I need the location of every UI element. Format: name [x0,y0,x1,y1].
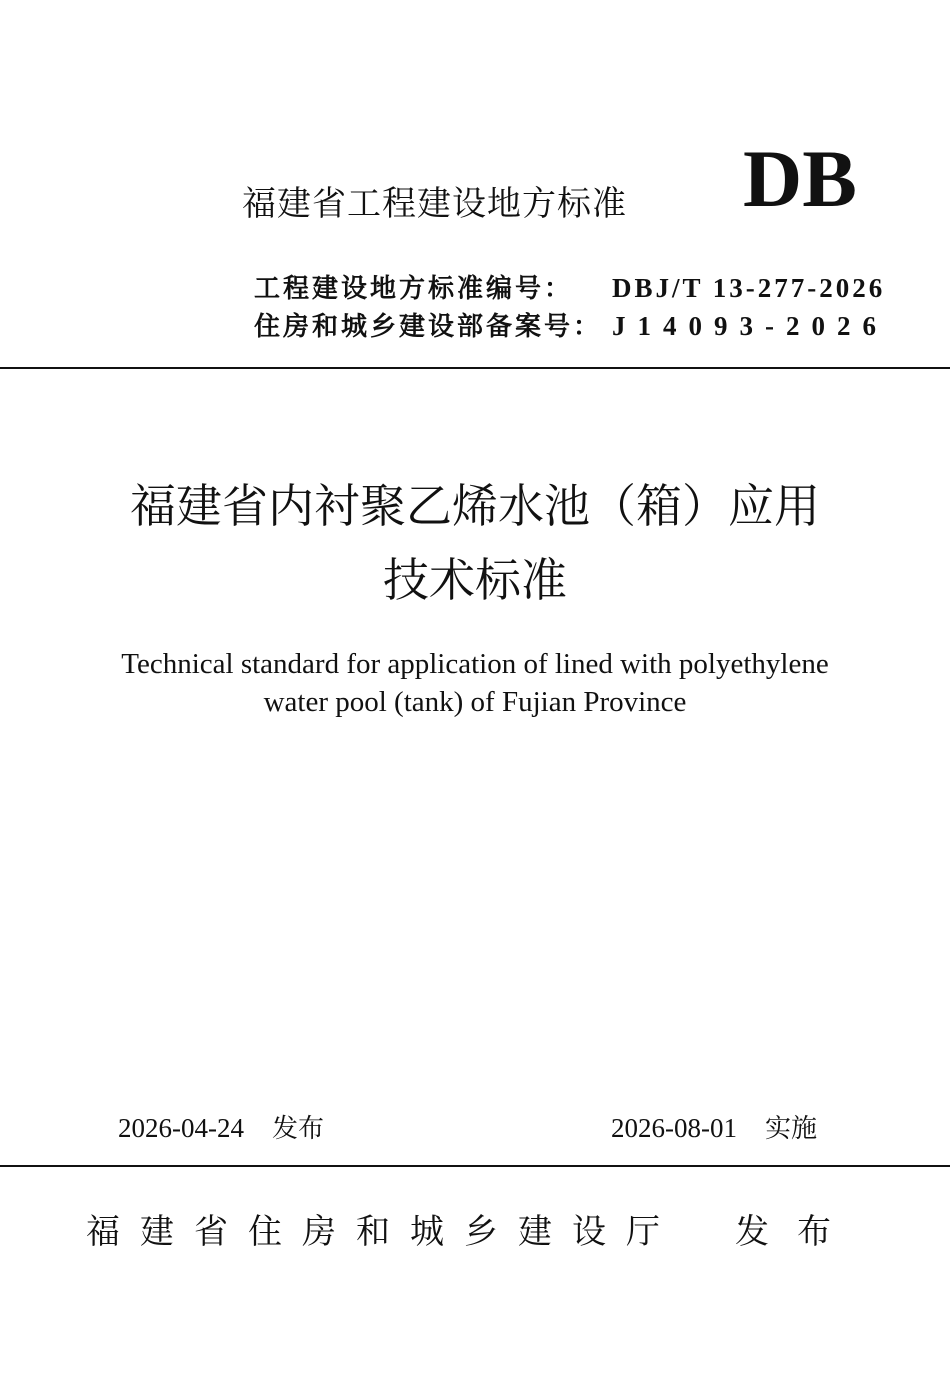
filing-number-row [254,308,888,346]
standard-number-value: DBJ/T 13-277-2026 [612,273,886,303]
standard-number-row [254,270,888,308]
issue-label: 发布 [271,1114,324,1144]
standard-codes [254,270,888,346]
db-mark: DB [743,133,857,224]
issue-date: 2026-04-24 [118,1113,244,1143]
effective-date: 2026-08-01 [611,1113,737,1143]
series-title: 福建省工程建设地方标准 [242,184,627,224]
effective-date-block [611,1108,817,1145]
filing-number-value: J14093-2026 [612,311,888,341]
top-divider [0,367,950,369]
effective-label: 实施 [764,1114,817,1144]
title-zh-line1: 福建省内衬聚乙烯水池（箱）应用 [130,479,820,533]
issue-date-block [118,1108,324,1145]
title-zh-line2: 技术标准 [383,553,567,607]
title-en-line1: Technical standard for application of lined with polyethylene [121,648,829,680]
publish-label: 发布 [735,1212,859,1252]
filing-number-label: 住房和城乡建设部备案号： [254,312,603,342]
title-en-line2: water pool (tank) of Fujian Province [263,686,687,718]
standard-number-label: 工程建设地方标准编号： [254,274,574,304]
publisher-name: 福建省住房和城乡建设厅 [86,1212,680,1252]
bottom-divider [0,1165,950,1167]
